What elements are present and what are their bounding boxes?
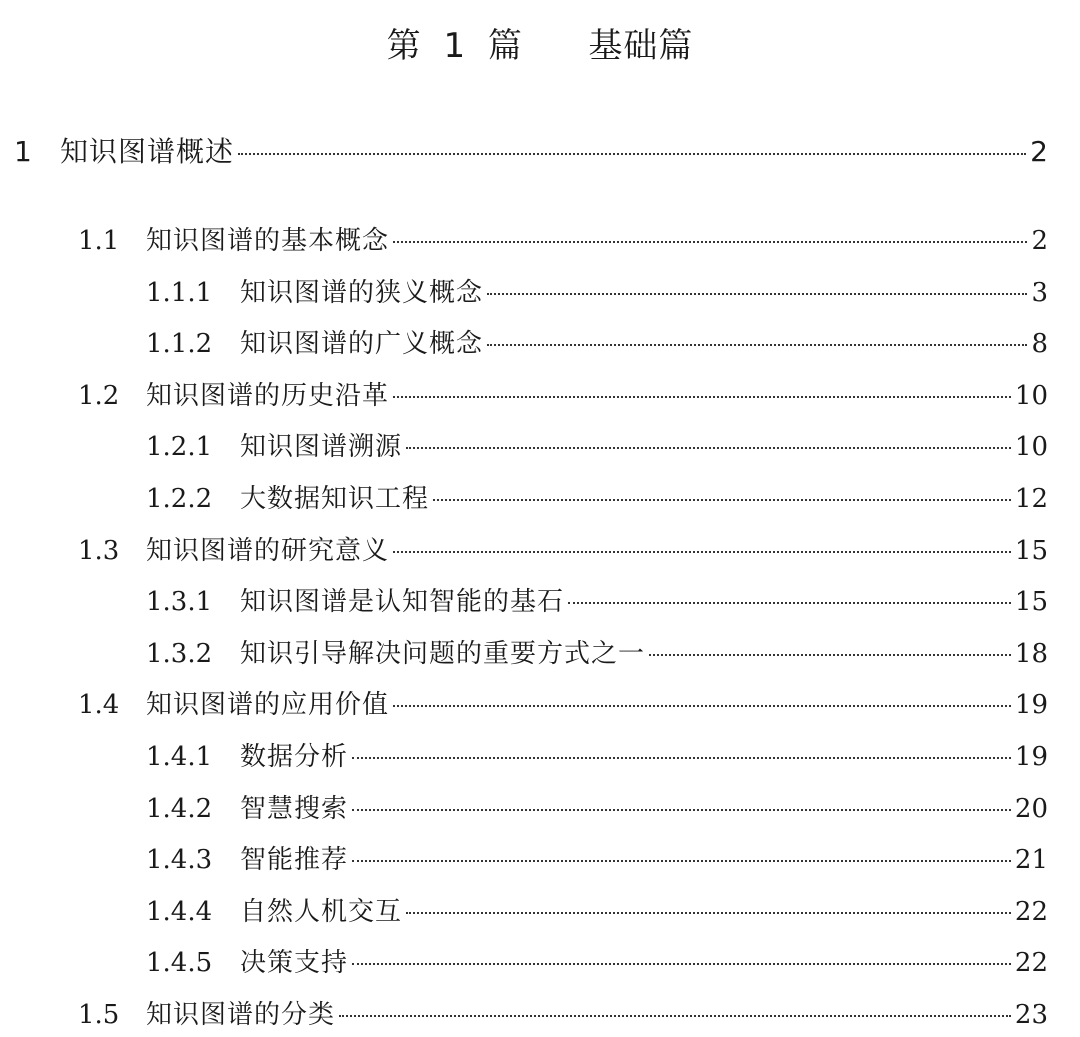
toc-title: 知识图谱是认知智能的基石 [240, 587, 565, 617]
toc-number: 1.5 [78, 1000, 120, 1030]
toc-subsection-row[interactable] [146, 426, 1048, 466]
toc-page-number: 21 [1014, 845, 1048, 875]
toc-number: 1.4.1 [146, 742, 213, 772]
toc-section-row[interactable] [78, 684, 1048, 724]
dot-leader [393, 241, 1027, 243]
toc-page-number: 22 [1014, 897, 1048, 927]
toc-number: 1.4.4 [146, 897, 213, 927]
toc-title: 知识图谱溯源 [240, 432, 403, 462]
dot-leader [568, 602, 1011, 604]
toc-title: 自然人机交互 [240, 897, 403, 927]
toc-subsection-row[interactable] [146, 788, 1048, 828]
toc-title: 大数据知识工程 [240, 484, 430, 514]
toc-page-number: 22 [1014, 948, 1048, 978]
dot-leader [339, 1015, 1011, 1017]
toc-page-number: 18 [1014, 639, 1048, 669]
toc-title: 知识引导解决问题的重要方式之一 [240, 639, 646, 669]
dot-leader [487, 344, 1027, 346]
toc-page-number: 19 [1014, 742, 1048, 772]
toc-title: 知识图谱的研究意义 [146, 536, 390, 566]
toc-number: 1.1.2 [146, 329, 213, 359]
toc-page-number: 23 [1014, 1000, 1048, 1030]
toc-title: 知识图谱的历史沿革 [146, 381, 390, 411]
toc-number: 1.1 [78, 226, 120, 256]
toc-page-number: 15 [1014, 587, 1048, 617]
toc-subsection-row[interactable] [146, 272, 1048, 312]
dot-leader [393, 551, 1011, 553]
toc-number: 1.3 [78, 536, 120, 566]
toc-title: 知识图谱的基本概念 [146, 226, 390, 256]
dot-leader [352, 963, 1011, 965]
toc-page-number: 10 [1014, 432, 1048, 462]
toc-subsection-row[interactable] [146, 323, 1048, 363]
toc-subsection-row[interactable] [146, 942, 1048, 982]
dot-leader [487, 293, 1027, 295]
toc-number: 1 [14, 135, 32, 168]
toc-page-number: 8 [1031, 329, 1048, 359]
toc-subsection-row[interactable] [146, 736, 1048, 776]
toc-number: 1.2 [78, 381, 120, 411]
dot-leader [238, 153, 1026, 155]
toc-number: 1.2.2 [146, 484, 213, 514]
toc-subsection-row[interactable] [146, 478, 1048, 518]
toc-page-number: 19 [1014, 690, 1048, 720]
toc-number: 1.4 [78, 690, 120, 720]
toc-title: 知识图谱的广义概念 [240, 329, 484, 359]
toc-section-row[interactable] [78, 375, 1048, 415]
toc-number: 1.3.1 [146, 587, 213, 617]
toc-page-number: 10 [1014, 381, 1048, 411]
toc-page-number: 12 [1014, 484, 1048, 514]
toc-title: 知识图谱概述 [60, 135, 235, 168]
toc-title: 决策支持 [240, 948, 349, 978]
dot-leader [393, 705, 1011, 707]
dot-leader [393, 396, 1011, 398]
toc-chapter-row[interactable] [14, 130, 1048, 170]
toc-page-number: 15 [1014, 536, 1048, 566]
dot-leader [406, 447, 1011, 449]
toc-title: 智能推荐 [240, 845, 349, 875]
toc-section-row[interactable] [78, 530, 1048, 570]
toc-number: 1.4.3 [146, 845, 213, 875]
dot-leader [406, 912, 1011, 914]
toc-title: 智慧搜索 [240, 794, 349, 824]
toc-page-number: 20 [1014, 794, 1048, 824]
toc-number: 1.4.5 [146, 948, 213, 978]
toc-section-row[interactable] [78, 220, 1048, 260]
part-title: 第 1 篇 基础篇 [386, 26, 694, 66]
toc-subsection-row[interactable] [146, 633, 1048, 673]
toc-number: 1.3.2 [146, 639, 213, 669]
toc-number: 1.2.1 [146, 432, 213, 462]
toc-title: 知识图谱的狭义概念 [240, 278, 484, 308]
toc-number: 1.4.2 [146, 794, 213, 824]
dot-leader [352, 809, 1011, 811]
toc-title: 知识图谱的分类 [146, 1000, 336, 1030]
toc-subsection-row[interactable] [146, 581, 1048, 621]
toc-page-number: 2 [1031, 226, 1048, 256]
dot-leader [649, 654, 1011, 656]
toc-section-row[interactable] [78, 994, 1048, 1034]
toc-number: 1.1.1 [146, 278, 213, 308]
dot-leader [433, 499, 1011, 501]
dot-leader [352, 757, 1011, 759]
toc-page-number: 3 [1031, 278, 1048, 308]
toc-subsection-row[interactable] [146, 839, 1048, 879]
toc-title: 知识图谱的应用价值 [146, 690, 390, 720]
toc-page-number: 2 [1030, 135, 1048, 168]
dot-leader [352, 860, 1011, 862]
toc-title: 数据分析 [240, 742, 349, 772]
toc-subsection-row[interactable] [146, 891, 1048, 931]
